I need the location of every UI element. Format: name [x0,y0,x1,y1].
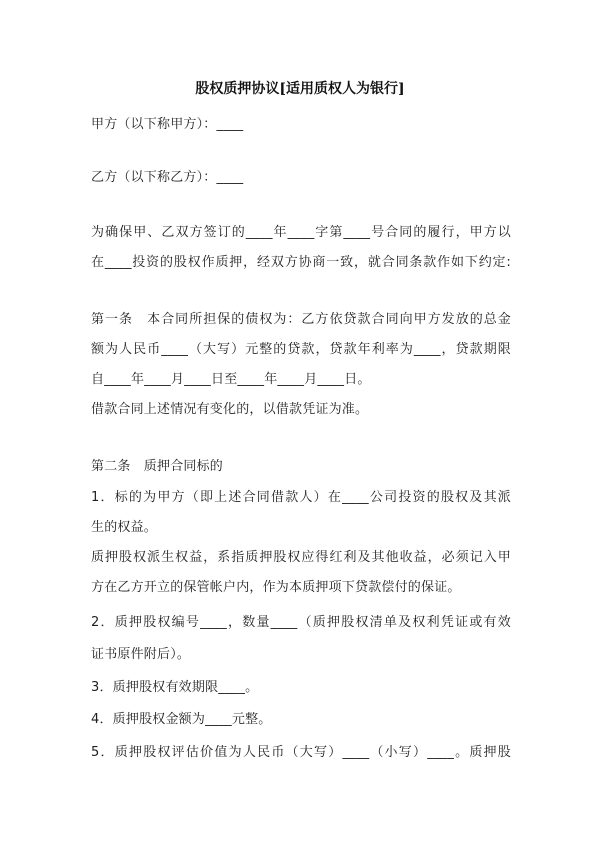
preamble-line-2: 在____投资的股权作质押，经双方协商一致，就合同条款作如下约定: [91,255,511,270]
item-2-line-1: 2．质押股权编号____，数量____（质押股权清单及权利凭证或有效 [91,615,511,630]
item-1-line-1: 1．标的为甲方（即上述合同借款人）在____公司投资的股权及其派 [91,490,511,505]
derived-rights-line-1: 质押股权派生权益，系指质押股权应得红利及其他收益，必须记入甲 [91,550,511,565]
article-2-heading: 第二条 质押合同标的 [91,459,224,474]
article-1-line-4: 借款合同上述情况有变化的，以借款凭证为准。 [91,402,369,417]
item-5-line: 5．质押股权评估价值为人民币（大写）____（小写）____。质押股 [91,745,511,760]
item-1-line-2: 生的权益。 [91,520,158,535]
article-1-line-1: 第一条 本合同所担保的债权为：乙方依贷款合同向甲方发放的总金 [91,312,511,327]
article-1-line-2: 额为人民币____（大写）元整的贷款，贷款年利率为____，贷款期限 [91,342,511,357]
item-3-line: 3．质押股权有效期限____。 [91,680,259,695]
party-b-line: 乙方（以下称乙方）：____ [91,170,244,185]
derived-rights-line-2: 方在乙方开立的保管帐户内，作为本质押项下贷款偿付的保证。 [91,580,461,595]
preamble-line-1: 为确保甲、乙双方签订的____年____字第____号合同的履行，甲方以 [91,225,511,240]
document-title: 股权质押协议[适用质权人为银行] [195,81,405,97]
item-4-line: 4．质押股权金额为____元整。 [91,712,272,727]
item-2-line-2: 证书原件附后）。 [91,647,191,662]
article-1-line-3: 自____年____月____日至____年____月____日。 [91,372,371,387]
party-a-line: 甲方（以下称甲方）：____ [91,117,244,132]
